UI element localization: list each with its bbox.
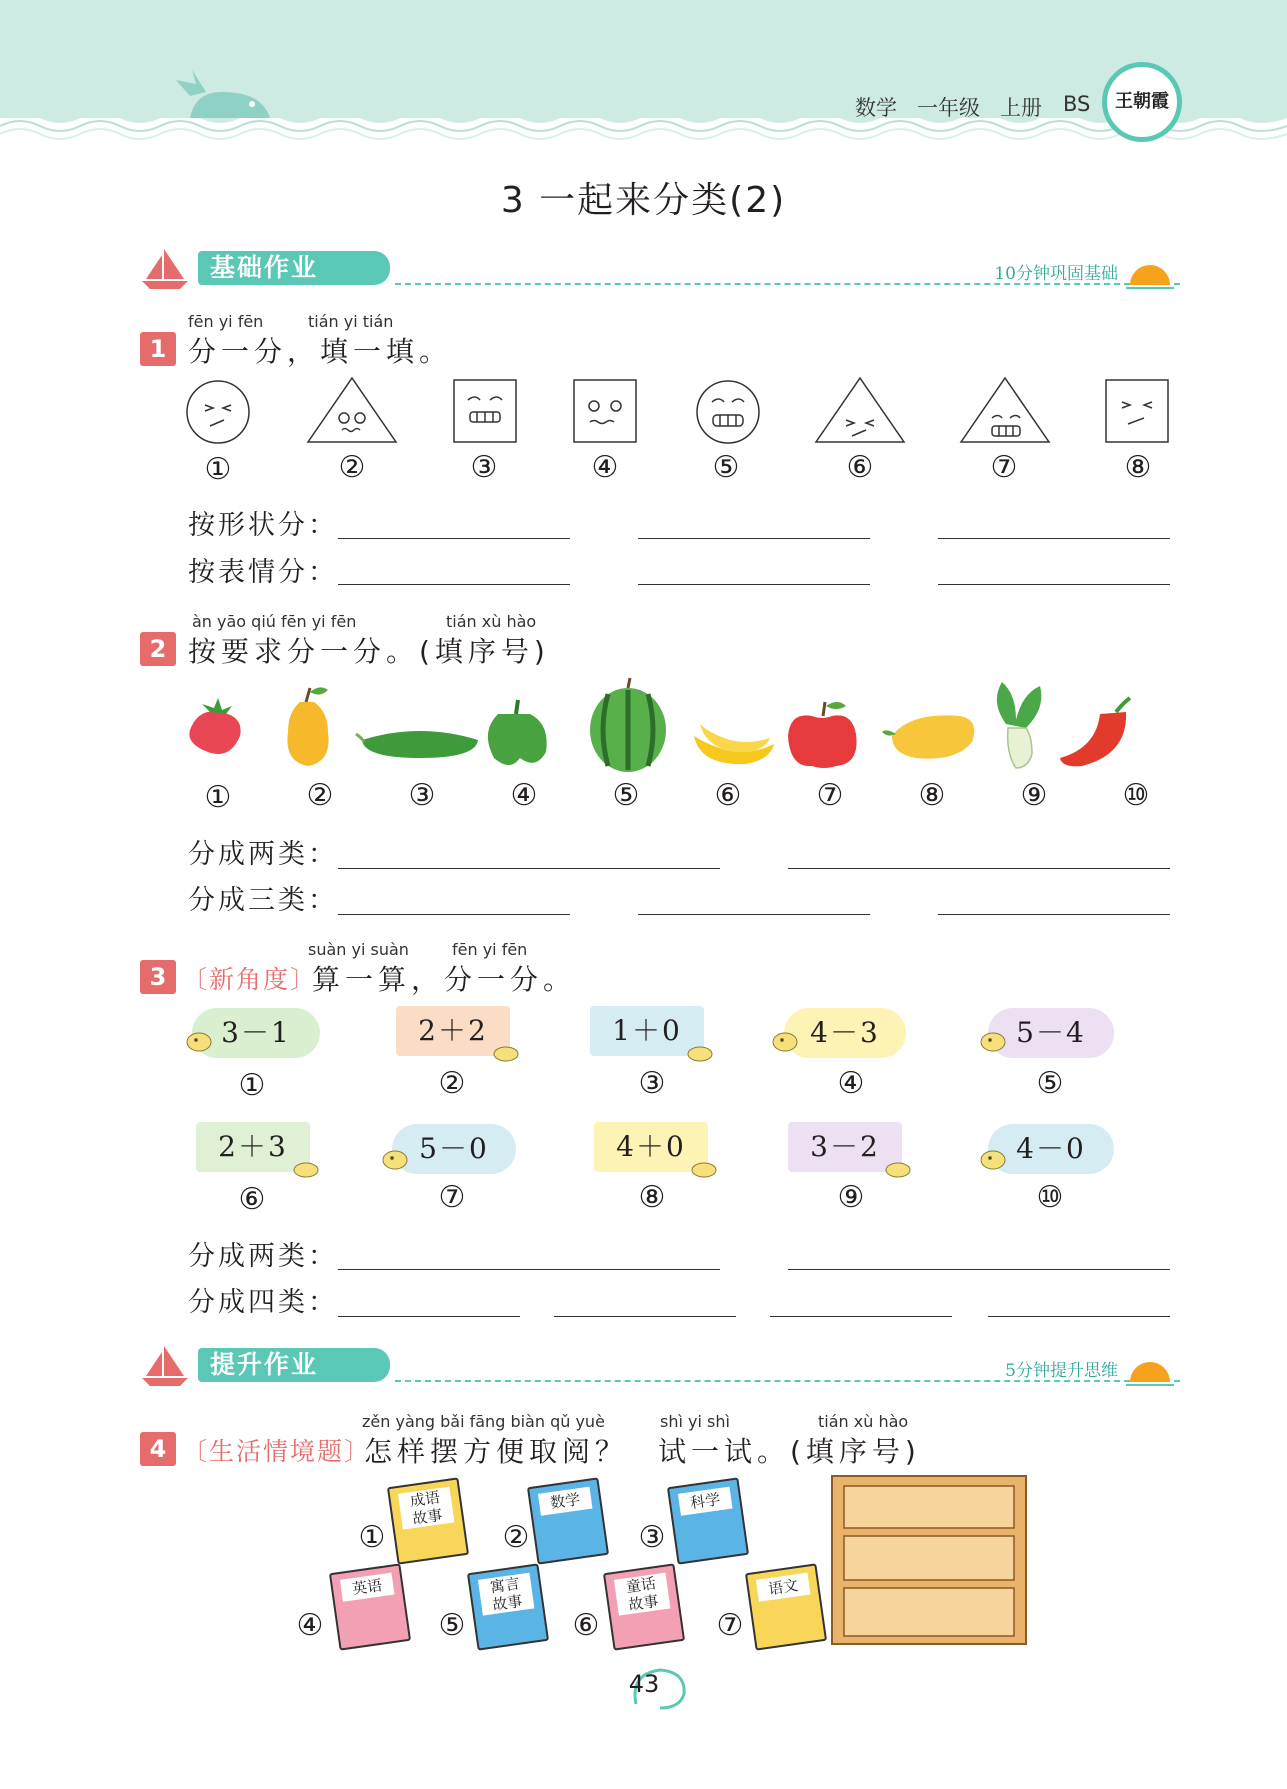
book-english bbox=[329, 1563, 411, 1650]
book-title: 成语 bbox=[408, 1488, 442, 1511]
q2-pinyin-2: tián xù hào bbox=[446, 612, 537, 631]
face-shape-7 bbox=[961, 378, 1049, 442]
q1-index: ⑥ bbox=[846, 450, 874, 485]
q4-index: ① bbox=[358, 1520, 386, 1555]
book-science bbox=[667, 1477, 749, 1564]
q3-pinyin-1: suàn yi suàn bbox=[308, 940, 409, 959]
sunset-icon bbox=[1124, 257, 1176, 291]
q1-pinyin-2: tián yi tián bbox=[308, 312, 394, 331]
q4-text-b: 试一试。(填序号) bbox=[658, 1435, 921, 1468]
q1-index: ⑧ bbox=[1124, 450, 1152, 485]
equation-card: 1＋0 bbox=[590, 1006, 704, 1056]
book-title: 故事 bbox=[411, 1506, 444, 1529]
q2-index: ⑨ bbox=[1020, 778, 1048, 813]
answer-line[interactable] bbox=[938, 538, 1170, 539]
banana-icon bbox=[694, 724, 774, 764]
q3-index: ⑤ bbox=[1036, 1066, 1064, 1101]
section-label: 提升作业 bbox=[198, 1348, 390, 1382]
pear-icon bbox=[287, 687, 328, 766]
equation-card: 3－1 bbox=[192, 1008, 320, 1058]
face-shape-6 bbox=[816, 378, 904, 442]
mango-icon bbox=[882, 715, 974, 758]
book-chinese bbox=[745, 1563, 827, 1650]
watermelon-icon bbox=[590, 678, 666, 772]
q3-pinyin-2: fēn yi fēn bbox=[452, 940, 528, 959]
q4-pinyin-2: shì yi shì bbox=[660, 1412, 730, 1431]
q4-index: ⑤ bbox=[438, 1608, 466, 1643]
q1-index: ④ bbox=[591, 450, 619, 485]
section-tip: 10分钟巩固基础 bbox=[994, 264, 1118, 284]
sailboat-icon bbox=[140, 245, 192, 291]
q3-text: 算一算，分一分。 bbox=[312, 963, 577, 996]
q4-pinyin-3: tián xù hào bbox=[818, 1412, 909, 1431]
q1-row-label-expression: 按表情分： bbox=[188, 557, 338, 588]
q4-tag: 〔生活情境题〕 bbox=[182, 1437, 372, 1466]
q2-index: ⑦ bbox=[816, 778, 844, 813]
q2-row-label-three: 分成三类： bbox=[188, 885, 338, 916]
equation-card: 5－0 bbox=[392, 1124, 516, 1174]
q3-index: ① bbox=[238, 1068, 266, 1103]
book-title: 语文 bbox=[767, 1576, 800, 1599]
face-shape-1 bbox=[187, 381, 249, 443]
equation-card: 2＋3 bbox=[196, 1122, 310, 1172]
q3-index: ⑩ bbox=[1036, 1180, 1064, 1215]
q4-index: ④ bbox=[296, 1608, 324, 1643]
face-shape-5 bbox=[697, 381, 759, 443]
answer-line[interactable] bbox=[938, 914, 1170, 915]
q3-index: ④ bbox=[837, 1066, 865, 1101]
q4-number: 4 bbox=[140, 1432, 176, 1466]
q1-number: 1 bbox=[140, 332, 176, 366]
answer-line[interactable] bbox=[638, 538, 870, 539]
book-title: 故事 bbox=[491, 1592, 524, 1615]
answer-line[interactable] bbox=[338, 584, 570, 585]
answer-line[interactable] bbox=[638, 914, 870, 915]
green-pepper-icon bbox=[488, 700, 547, 765]
equation-card: 4－3 bbox=[784, 1008, 906, 1058]
face-shape-3 bbox=[454, 380, 516, 442]
q2-index: ⑥ bbox=[714, 778, 742, 813]
q1-index: ③ bbox=[470, 450, 498, 485]
book-title: 科学 bbox=[689, 1490, 722, 1513]
answer-line[interactable] bbox=[788, 1269, 1170, 1270]
page-title: 3 一起来分类(2) bbox=[500, 180, 787, 221]
book-idiom-story bbox=[387, 1477, 469, 1564]
q1-index: ⑤ bbox=[712, 450, 740, 485]
q1-row-label-shape: 按形状分： bbox=[188, 510, 338, 541]
book-title: 故事 bbox=[627, 1592, 660, 1615]
header-grade: 一年级 bbox=[917, 96, 980, 120]
equation-card: 5－4 bbox=[988, 1008, 1114, 1058]
q2-text: 按要求分一分。(填序号) bbox=[188, 635, 550, 668]
q1-shapes bbox=[170, 370, 1180, 454]
q3-tag: 〔新角度〕 bbox=[182, 965, 318, 994]
q2-index: ⑧ bbox=[918, 778, 946, 813]
q3-index: ② bbox=[438, 1066, 466, 1101]
apple-icon bbox=[788, 702, 857, 768]
header-subject: 数学 bbox=[855, 96, 897, 120]
section-banner-basic bbox=[140, 245, 1180, 295]
header-edition: BS bbox=[1063, 92, 1091, 116]
header-band bbox=[0, 0, 1287, 150]
q3-number: 3 bbox=[140, 960, 176, 994]
book-title: 英语 bbox=[351, 1576, 384, 1599]
q4-pinyin-1: zěn yàng bǎi fāng biàn qǔ yuè bbox=[362, 1412, 605, 1431]
strawberry-icon bbox=[189, 698, 240, 754]
q3-index: ⑦ bbox=[438, 1180, 466, 1215]
page-number: 43 bbox=[628, 1670, 660, 1698]
q3-index: ③ bbox=[638, 1066, 666, 1101]
q1-index: ① bbox=[204, 452, 232, 487]
q3-row-label-two: 分成两类： bbox=[188, 1241, 338, 1272]
answer-line[interactable] bbox=[788, 868, 1170, 869]
q2-index: ④ bbox=[510, 778, 538, 813]
book-fairy-tale bbox=[603, 1563, 685, 1650]
answer-line[interactable] bbox=[554, 1316, 736, 1317]
bookshelf bbox=[830, 1474, 1028, 1646]
q4-index: ③ bbox=[638, 1520, 666, 1555]
q1-index: ② bbox=[338, 450, 366, 485]
section-banner-advanced bbox=[140, 1342, 1180, 1392]
cucumber-icon bbox=[356, 731, 478, 758]
q2-index: ③ bbox=[408, 778, 436, 813]
q3-row-label-four: 分成四类： bbox=[188, 1287, 338, 1318]
sunset-icon bbox=[1124, 1354, 1176, 1388]
answer-line[interactable] bbox=[338, 868, 720, 869]
q3-index: ⑥ bbox=[238, 1182, 266, 1217]
q1-index: ⑦ bbox=[990, 450, 1018, 485]
face-shape-2 bbox=[308, 378, 396, 442]
book-title: 数学 bbox=[549, 1490, 582, 1513]
answer-line[interactable] bbox=[770, 1316, 952, 1317]
face-shape-8 bbox=[1106, 380, 1168, 442]
q3-index: ⑨ bbox=[837, 1180, 865, 1215]
q4-text-a: 怎样摆方便取阅？ bbox=[364, 1435, 629, 1468]
q3-index: ⑧ bbox=[638, 1180, 666, 1215]
header-volume: 上册 bbox=[1000, 96, 1042, 120]
answer-line[interactable] bbox=[938, 584, 1170, 585]
answer-line[interactable] bbox=[338, 538, 570, 539]
q4-index: ⑥ bbox=[572, 1608, 600, 1643]
answer-line[interactable] bbox=[988, 1316, 1170, 1317]
q2-index: ⑤ bbox=[612, 778, 640, 813]
answer-line[interactable] bbox=[638, 584, 870, 585]
q1-text: 分一分，填一填。 bbox=[188, 335, 453, 368]
book-math bbox=[527, 1477, 609, 1564]
equation-card: 4－0 bbox=[988, 1124, 1114, 1174]
q2-index: ② bbox=[306, 778, 334, 813]
q2-index: ⑩ bbox=[1122, 778, 1150, 813]
q2-fruits bbox=[180, 672, 1180, 778]
book-fable-story bbox=[467, 1563, 549, 1650]
q2-pinyin-1: àn yāo qiú fēn yi fēn bbox=[192, 612, 357, 631]
equation-card: 3－2 bbox=[788, 1122, 902, 1172]
section-tip: 5分钟提升思维 bbox=[1005, 1361, 1118, 1381]
brand-logo bbox=[1102, 62, 1182, 142]
book-title: 童话 bbox=[624, 1574, 658, 1597]
section-label: 基础作业 bbox=[198, 251, 390, 285]
sailboat-icon bbox=[140, 1342, 192, 1388]
q2-index: ① bbox=[204, 780, 232, 815]
equation-card: 2＋2 bbox=[396, 1006, 510, 1056]
q4-index: ⑦ bbox=[716, 1608, 744, 1643]
book-title: 寓言 bbox=[488, 1574, 522, 1597]
q4-index: ② bbox=[502, 1520, 530, 1555]
equation-card: 4＋0 bbox=[594, 1122, 708, 1172]
answer-line[interactable] bbox=[338, 914, 570, 915]
q2-row-label-two: 分成两类： bbox=[188, 839, 338, 870]
chili-icon bbox=[1060, 698, 1130, 766]
q1-pinyin-1: fēn yi fēn bbox=[188, 312, 264, 331]
bok-choy-icon bbox=[997, 682, 1042, 768]
face-shape-4 bbox=[574, 380, 636, 442]
answer-line[interactable] bbox=[338, 1269, 720, 1270]
answer-line[interactable] bbox=[338, 1316, 520, 1317]
q2-number: 2 bbox=[140, 632, 176, 666]
brand-logo-text: 王朝霞 bbox=[1115, 91, 1169, 112]
